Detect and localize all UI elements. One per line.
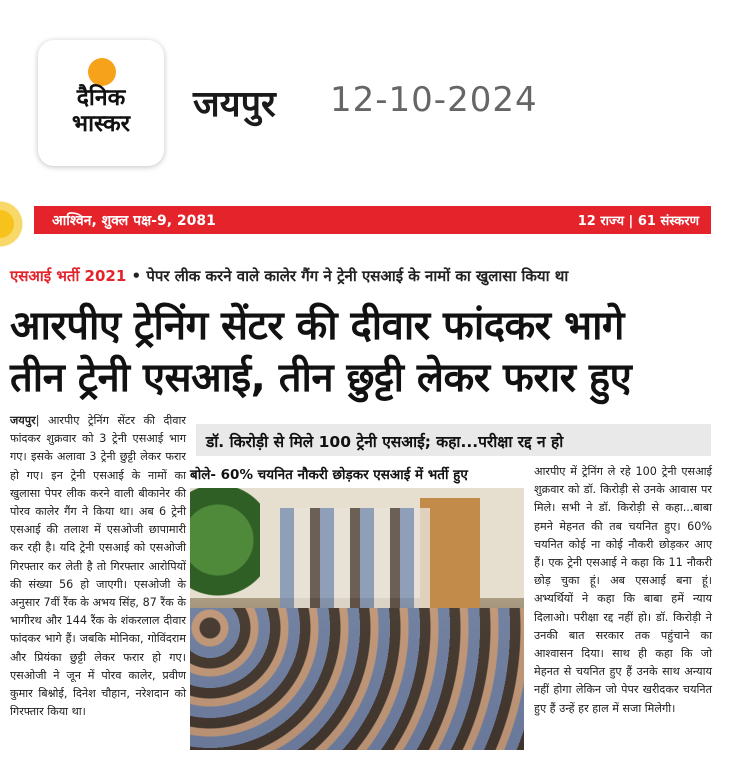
kicker-label: एसआई भर्ती 2021 [10, 267, 127, 285]
photo-caption-headline: बोले- 60% चयनित नौकरी छोड़कर एसआई में भर्ती हुए [190, 467, 468, 483]
hindu-calendar-date: आश्विन, शुक्ल पक्ष-9, 2081 [52, 213, 216, 229]
city-name: जयपुर [193, 84, 276, 125]
edition-date: 12-10-2024 [330, 80, 538, 120]
sunburst-icon [0, 200, 34, 248]
dateline: जयपुर [10, 414, 36, 427]
main-headline [10, 300, 740, 404]
headline-line-1: आरपीए ट्रेनिंग सेंटर की दीवार फांदकर भागे [10, 303, 624, 349]
headline-line-2: तीन ट्रेनी एसआई, तीन छुट्टी लेकर फरार हुए [10, 355, 632, 401]
header-bar [0, 0, 747, 185]
photo-crowd [190, 608, 524, 750]
sun-icon [88, 58, 116, 86]
logo-text-line2: भास्कर [71, 111, 131, 137]
secondary-headline: डॉ. किरोड़ी से मिले 100 ट्रेनी एसआई; कहा...परीक्षा रद्द न हो [196, 424, 711, 456]
masthead-strip [34, 206, 711, 234]
dainik-bhaskar-logo[interactable] [38, 40, 164, 166]
photo-standing-group [280, 508, 430, 608]
left-body-text: | आरपीए ट्रेनिंग सेंटर की दीवार फांदकर शुक्रवार को 3 ट्रेनी एसआई भाग गए। इसके अलावा 3 ट्रेनी छुट्टी लेकर फरार हो गए। इन ट्रेनी एसआई के नामों का खुलासा पेपर लीक करने वाली बीकानेर की पोरव कालेर गैंग ने किया था। अब 6 ट्रेनी एसआई की तलाश में एसओजी छापामारी कर रही है। यदि ट्रेनी एसआई को एसओजी गिरफ्तार कर लेती है तो गिरफ्तार आरोपियों की संख्या 56 हो जाएगी। एसओजी के अनुसार 7वीं रैंक के अभय सिंह, 87 रैंक के भागीरथ और 144 रैंक के शंकरलाल दीवार फांदकर भागे हैं। जबकि मोनिका, गोविंदराम और प्रियंका छुट्टी लेकर फरार हो गए। एसओजी ने जून में पोरव कालेर, प्रवीण कुमार बिश्नोई, दिनेश चौहान, नरेशदान को गिरफ्तार किया था। [10, 414, 186, 719]
logo-text-line1: दैनिक [76, 85, 126, 111]
photo-plant [190, 488, 260, 618]
edition-count: 12 राज्य | 61 संस्करण [577, 214, 699, 229]
article-kicker [10, 266, 740, 286]
left-column-body [10, 412, 186, 721]
right-column-body: आरपीए में ट्रेनिंग ले रहे 100 ट्रेनी एसआई शुक्रवार को डॉ. किरोड़ी से उनके आवास पर मिले। सभी ने डॉ. किरोड़ी से कहा...बाबा हमने मेहनत की तब चयनित हुए। 60% चयनित कोई ना कोई नौकरी छोड़कर आए हैं। एक ट्रेनी एसआई ने कहा कि 11 नौकरी छोड़ चुका हूं। अब एसआई बना हूं। अभ्यर्थियों ने कहा कि बाबा हमें न्याय दिलाओ। परीक्षा रद्द नहीं हो। डॉ. किरोड़ी ने उनकी बात सरकार तक पहुंचाने का आश्वासन दिया। साथ ही कहा कि जो मेहनत से चयनित हुए हैं उनके साथ अन्याय नहीं होगा लेकिन जो पेपर खरीदकर चयनित हुए हैं उन्हें हर हाल में सजा मिलेगी। [534, 465, 712, 715]
news-photo [190, 488, 524, 750]
kicker-text: • पेपर लीक करने वाले कालेर गैंग ने ट्रेनी एसआई के नामों का खुलासा किया था [126, 267, 569, 285]
